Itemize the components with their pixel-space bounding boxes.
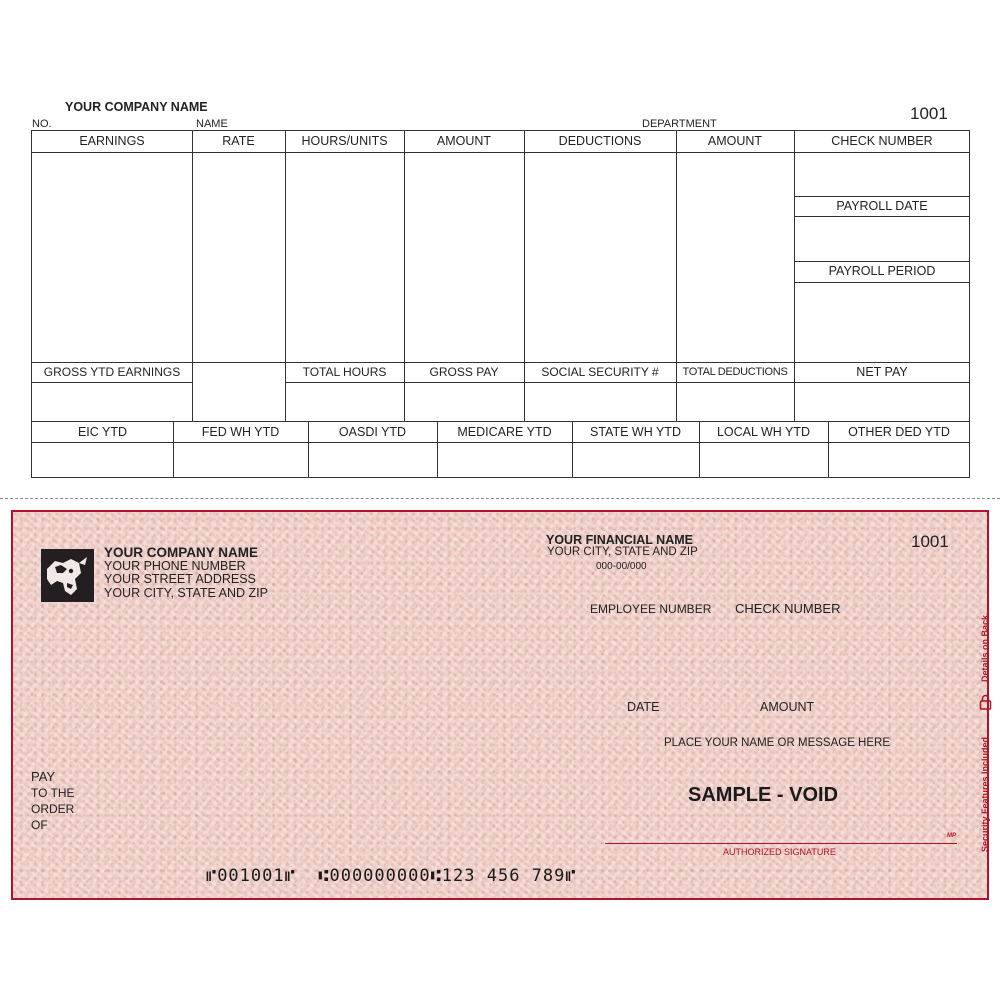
sample-void-label: SAMPLE - VOID bbox=[688, 784, 839, 806]
header-rate: RATE bbox=[222, 134, 255, 148]
amount-label: AMOUNT bbox=[760, 700, 815, 714]
company-address-block bbox=[104, 546, 268, 600]
header-check-number: CHECK NUMBER bbox=[831, 134, 933, 148]
gross-ytd-earnings-label: GROSS YTD EARNINGS bbox=[43, 365, 181, 379]
check-number-label: CHECK NUMBER bbox=[735, 601, 841, 616]
to-the-label: TO THE bbox=[31, 786, 75, 800]
stub-main-table bbox=[31, 130, 970, 422]
stub-department-label: DEPARTMENT bbox=[642, 118, 717, 130]
signature-line bbox=[605, 843, 957, 844]
stub-name-label: NAME bbox=[196, 118, 228, 130]
bank-city: YOUR CITY, STATE AND ZIP bbox=[547, 546, 698, 558]
gross-pay-label: GROSS PAY bbox=[429, 365, 499, 379]
micr-line: ⑈001001⑈ ⑆000000000⑆123 456 789⑈ bbox=[206, 866, 577, 886]
order-label: ORDER bbox=[31, 802, 75, 816]
pay-to-order-block bbox=[31, 769, 75, 833]
stub-company-name: YOUR COMPANY NAME bbox=[65, 100, 208, 114]
oasdi-ytd-label: OASDI YTD bbox=[338, 425, 407, 439]
perforation-line bbox=[0, 498, 1000, 499]
header-deduction-amount: AMOUNT bbox=[707, 134, 763, 148]
stub-ytd-table bbox=[31, 421, 970, 478]
date-label: DATE bbox=[627, 700, 660, 714]
payroll-period-label: PAYROLL PERIOD bbox=[828, 264, 936, 278]
payroll-date-label: PAYROLL DATE bbox=[836, 199, 928, 213]
pay-label: PAY bbox=[31, 769, 56, 784]
check-company-name: YOUR COMPANY NAME bbox=[104, 545, 259, 560]
medicare-ytd-label: MEDICARE YTD bbox=[457, 425, 552, 439]
total-deductions-label: TOTAL DEDUCTIONS bbox=[682, 366, 788, 378]
authorized-signature-label: AUTHORIZED SIGNATURE bbox=[723, 847, 836, 857]
header-deductions: DEDUCTIONS bbox=[558, 134, 642, 148]
other-ded-ytd-label: OTHER DED YTD bbox=[848, 425, 950, 439]
bank-name: YOUR FINANCIAL NAME bbox=[546, 533, 693, 547]
mp-mark: MP bbox=[947, 833, 956, 839]
message-label: PLACE YOUR NAME OR MESSAGE HERE bbox=[664, 737, 891, 749]
security-features-text: Security Features Included bbox=[980, 736, 990, 852]
details-on-back-text: Details on Back. bbox=[980, 612, 990, 682]
employee-number-label: EMPLOYEE NUMBER bbox=[590, 602, 712, 616]
fed-wh-ytd-label: FED WH YTD bbox=[201, 425, 280, 439]
cow-icon bbox=[41, 549, 94, 602]
net-pay-label: NET PAY bbox=[856, 365, 908, 379]
state-wh-ytd-label: STATE WH YTD bbox=[590, 425, 681, 439]
company-city: YOUR CITY, STATE AND ZIP bbox=[104, 585, 268, 600]
header-amount: AMOUNT bbox=[436, 134, 492, 148]
stub-number: 1001 bbox=[910, 104, 948, 123]
company-phone: YOUR PHONE NUMBER bbox=[104, 558, 246, 573]
padlock-icon bbox=[979, 694, 992, 710]
stub-no-label: NO. bbox=[32, 118, 52, 130]
total-hours-label: TOTAL HOURS bbox=[302, 365, 387, 379]
bank-fraction: 000-00/000 bbox=[596, 561, 647, 572]
company-street: YOUR STREET ADDRESS bbox=[104, 572, 256, 586]
header-earnings: EARNINGS bbox=[79, 134, 145, 148]
local-wh-ytd-label: LOCAL WH YTD bbox=[716, 425, 811, 439]
security-strip bbox=[972, 590, 1000, 860]
eic-ytd-label: EIC YTD bbox=[77, 425, 128, 439]
header-hours-units: HOURS/UNITS bbox=[301, 134, 388, 148]
company-logo bbox=[41, 549, 94, 602]
check-number: 1001 bbox=[911, 532, 949, 551]
social-security-label: SOCIAL SECURITY # bbox=[541, 365, 659, 379]
of-label: OF bbox=[31, 818, 48, 832]
check-body bbox=[11, 510, 989, 900]
